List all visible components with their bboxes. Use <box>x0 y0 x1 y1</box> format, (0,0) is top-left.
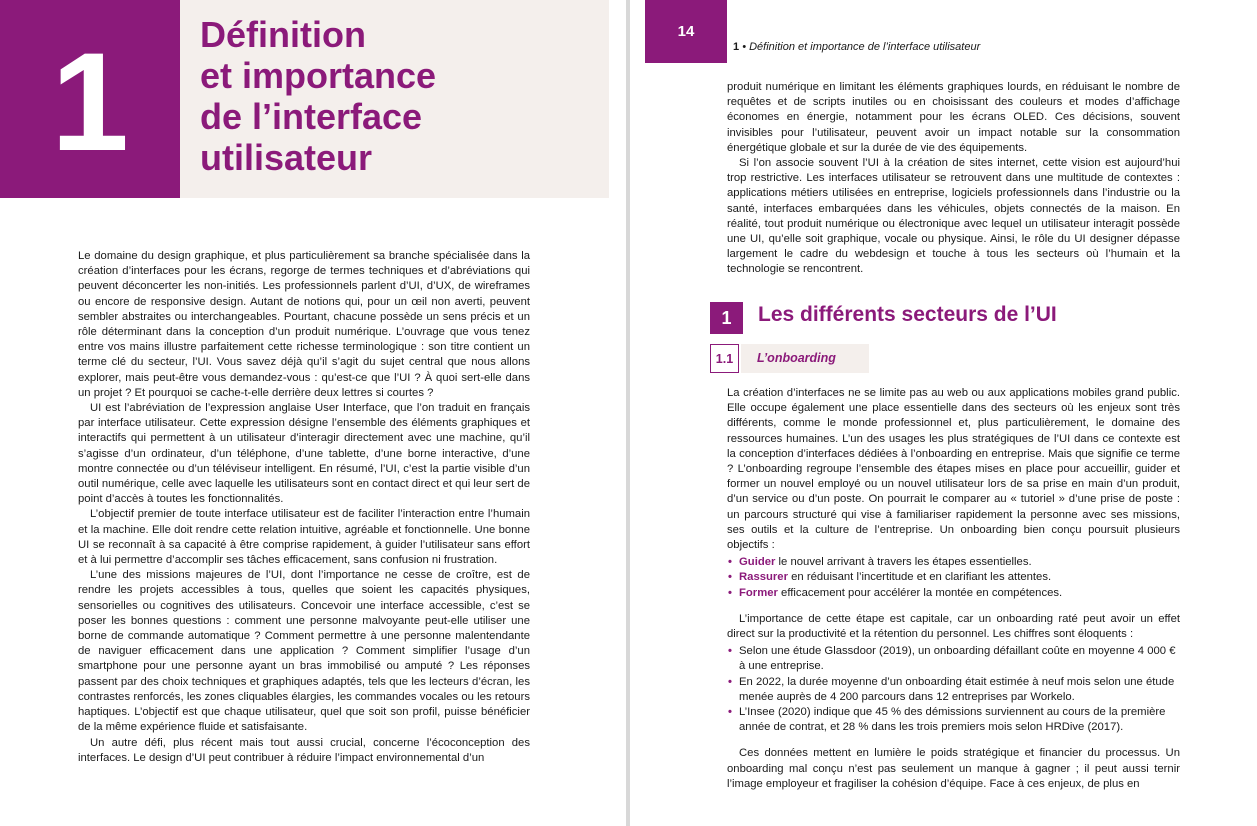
paragraph: produit numérique en limitant les éléments graphiques lourds, en réduisant le nombre de requêtes et de scripts inutiles ou en choisissant des couleurs et modes d’affichage économes en énergie, notamment pour les écrans OLED. Ces décisions, souvent invisibles pour l’utilisateur, peuvent avoir un impact notable sur la consommation énergétique globale et sur la durée de vie des équipements. <box>727 81 1180 154</box>
right-top-text <box>727 80 1180 278</box>
running-head-chapter: 1 <box>733 41 740 53</box>
left-body-text <box>78 249 530 766</box>
objectives-list <box>727 555 1180 601</box>
running-head-title: Définition et importance de l’interface utilisateur <box>749 41 981 53</box>
section-number: 1 <box>710 302 743 334</box>
subsection-title: L’onboarding <box>741 344 869 373</box>
chapter-title-band <box>180 0 609 198</box>
list-item: • Rassurer en réduisant l’incertitude et en clarifiant les attentes. <box>727 570 1180 585</box>
right-body-text <box>727 386 1180 792</box>
list-item: • Former efficacement pour accélérer la montée en compétences. <box>727 586 1180 601</box>
list-item: • L’Insee (2020) indique que 45 % des démissions surviennent au cours de la première année de contrat, et 28 % dans les trois premiers mois selon HRDive (2017). <box>727 705 1180 735</box>
paragraph: Le domaine du design graphique, et plus particulièrement sa branche spécialisée dans la création d’interfaces pour les écrans, regorge de termes techniques et d’abréviations qui peuvent déconcerter les non-initiés. Les professionnels parlent d’UI, d’UX, de wireframes ou encore de responsive design. Autant de notions qui, pour un œil non averti, peuvent sembler abstraites ou interchangeables. Pourtant, chacune possède un sens précis et un rôle déterminant dans la conception d’un produit numérique. L’ouvrage que vous tenez entre vos mains illustre parfaitement cette richesse terminologique : son titre contient un terme clé du secteur, l’UI. Vous savez déjà qu’il s’agit du sujet central que nous allons explorer, mais peut-être vous demandez-vous : qu’est-ce que l’UI ? À quoi sert-elle dans un projet ? Et pourquoi se cache-t-elle derrière deux lettres si courtes ? <box>78 250 530 399</box>
figures-list <box>727 644 1180 735</box>
chapter-number: 1 <box>51 23 129 180</box>
subsection-number: 1.1 <box>710 344 739 373</box>
paragraph: Si l’on associe souvent l’UI à la création de sites internet, cette vision est aujourd’hui trop restrictive. Les interfaces utilisateur se retrouvent dans une multitude de contextes : applications métiers utilisées en entreprise, logiciels professionnels dans l’industrie ou la santé, interfaces embarquées dans les véhicules, objets connectés de la maison. En réalité, tout produit numérique ou électronique avec lequel un utilisateur interagit possède une UI, qu’elle soit graphique, vocale ou physique. Ainsi, le rôle du UI designer dépasse largement le cadre du webdesign et touche à tous les secteurs où l’humain et la technologie se rencontrent. <box>727 157 1180 276</box>
paragraph: L’importance de cette étape est capitale, car un onboarding raté peut avoir un effet direct sur la productivité et la rétention du personnel. Les chiffres sont éloquents : <box>727 612 1180 641</box>
left-page <box>0 0 626 826</box>
list-item: • Guider le nouvel arrivant à travers les étapes essentielles. <box>727 555 1180 570</box>
chapter-title-line: Définition <box>200 14 366 55</box>
keyword: Guider <box>739 556 776 569</box>
chapter-title-line: et importance <box>200 55 437 96</box>
page-number: 14 <box>645 0 727 63</box>
section-title: Les différents secteurs de l’UI <box>758 303 1057 326</box>
paragraph: Ces données mettent en lumière le poids stratégique et financier du processus. Un onboarding mal conçu n’est pas seulement un manque à gagner ; il peut aussi ternir l’image employeur et fragiliser la cohésion d’équipe. Face à ces enjeux, de plus en <box>727 747 1180 790</box>
chapter-title-line: de l’interface <box>200 96 423 137</box>
running-head-separator: • <box>742 41 747 53</box>
page-gutter <box>626 0 630 826</box>
paragraph: La création d’interfaces ne se limite pas au web ou aux applications mobiles grand public. Elle occupe également une place essentielle dans des secteurs où les enjeux sont très différents, comme le monde professionnel et, plus particulièrement, le domaine des ressources humaines. L’un des usages les plus stratégiques de l’UI dans ce contexte est la conception d’interfaces dédiées à l’onboarding en entreprise. Mais que signifie ce terme ? L’onboarding regroupe l’ensemble des étapes mises en place pour accueillir, guider et former un nouvel employé ou un nouvel utilisateur lors de sa prise en main d’un produit, d’un service ou d’un poste. On pourrait le comparer au « tutoriel » d’une prise de poste : un parcours structuré qui vise à familiariser rapidement la personne avec ses missions, ses outils et la culture de l’entreprise. Un onboarding bien conçu poursuit plusieurs objectifs : <box>727 387 1180 552</box>
list-item: • Selon une étude Glassdoor (2019), un onboarding défaillant coûte en moyenne 4 000 € à une entreprise. <box>727 644 1180 674</box>
paragraph: L’objectif premier de toute interface utilisateur est de faciliter l’interaction entre l’humain et la machine. Elle doit rendre cette relation intuitive, agréable et fonctionnelle. Une bonne UI se reconnaît à sa capacité à être comprise rapidement, à guider l’utilisateur sans effort et à lui permettre d’accomplir ses tâches efficacement, sans confusion ni frustration. <box>78 508 530 567</box>
paragraph: Un autre défi, plus récent mais tout aussi crucial, concerne l’écoconception des interfaces. Le design d’UI peut contribuer à réduire l’impact environnemental d’un <box>78 736 530 764</box>
chapter-title <box>200 14 436 178</box>
keyword: Rassurer <box>739 571 788 584</box>
list-item: • En 2022, la durée moyenne d’un onboarding était estimée à neuf mois selon une étude menée auprès de 4 200 parcours dans 12 entreprises par Workelo. <box>727 675 1180 705</box>
section-heading <box>710 300 1180 336</box>
paragraph: UI est l’abréviation de l’expression anglaise User Interface, que l’on traduit en français par interface utilisateur. Cette expression désigne l’ensemble des éléments graphiques et interactifs qui permettent à un utilisateur d’interagir directement avec une machine, qu’il s’agisse d’un ordinateur, d’un téléphone, d’une tablette, d’une borne interactive, d’une montre connectée ou d’un téléviseur intelligent. En résumé, l’UI, c’est la partie visible d’un outil numérique, celle avec laquelle les utilisateurs sont en contact direct et qui leur sert de point d’accès à toutes les fonctionnalités. <box>78 402 530 506</box>
paragraph: L’une des missions majeures de l’UI, dont l’importance ne cesse de croître, est de rendre les projets accessibles à tous, quelles que soient les capacités physiques, sensorielles ou cognitives des utilisateurs. Concevoir une interface accessible, c’est se poser les bonnes questions : comment une personne malvoyante peut-elle utiliser une borne de commande automatique ? Comment permettre à une personne malentendante de naviguer efficacement dans une application ? Comment simplifier l’usage d’un smartphone pour une personne ayant un bras immobilisé ou amputé ? Les réponses passent par des choix techniques et graphiques adaptés, tels que les lecteurs d’écran, les contrastes renforcés, les zones cliquables élargies, les commandes vocales ou les retours haptiques. L’objectif est que chaque utilisateur, quel que soit son profil, puisse bénéficier de la même expérience fluide et satisfaisante. <box>78 569 530 734</box>
keyword: Former <box>739 586 778 599</box>
chapter-number-block <box>0 0 180 198</box>
chapter-title-line: utilisateur <box>200 137 373 178</box>
running-head <box>733 41 980 53</box>
